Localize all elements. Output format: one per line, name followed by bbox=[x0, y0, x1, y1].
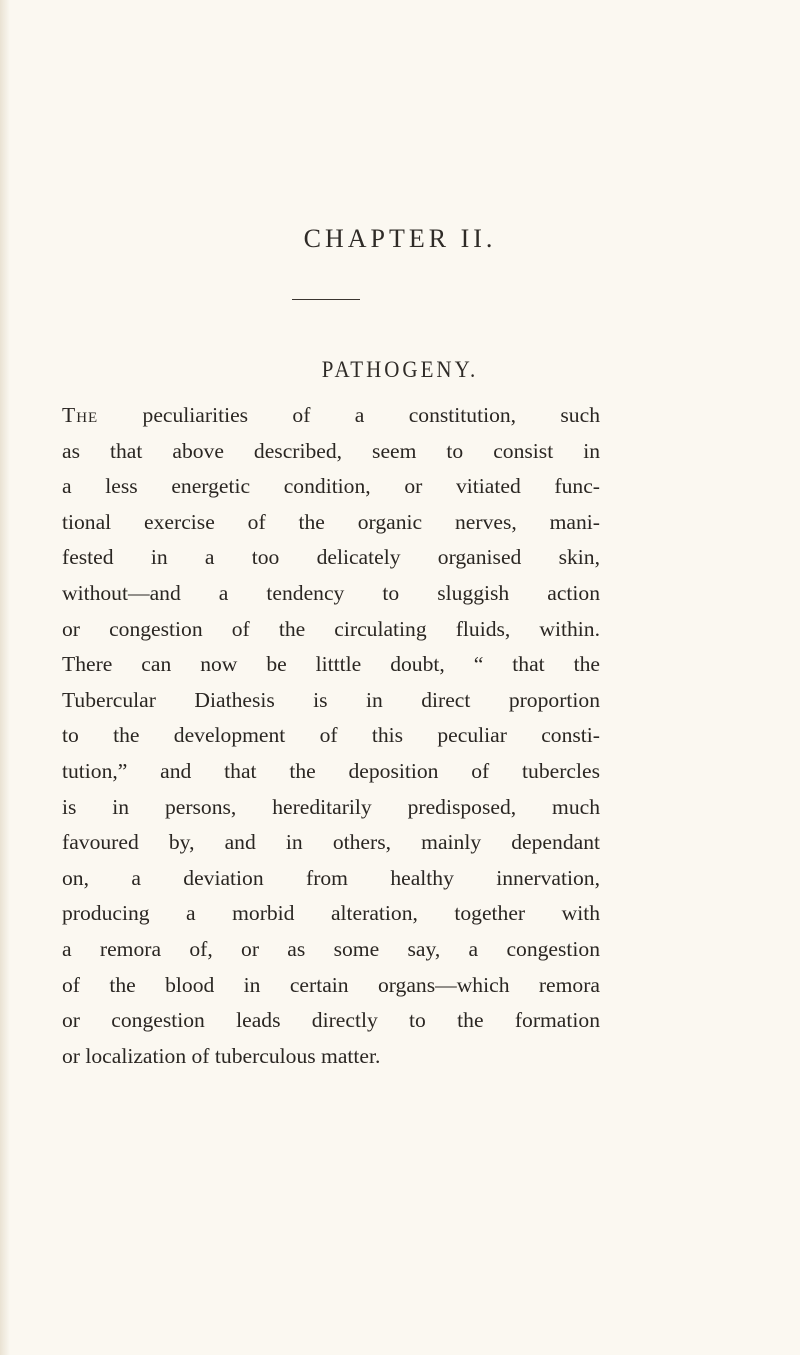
paragraph-line: of the blood in certain organs—which remora bbox=[62, 972, 600, 997]
paragraph-line: tional exercise of the organic nerves, mani- bbox=[62, 509, 600, 534]
body-paragraph bbox=[62, 398, 600, 1074]
paragraph-line: or congestion leads directly to the formation bbox=[62, 1008, 600, 1033]
section-heading: PATHOGENY. bbox=[321, 355, 479, 383]
paragraph-line: producing a morbid alteration, together with bbox=[62, 901, 600, 926]
paragraph-line: is in persons, hereditarily predisposed, much bbox=[62, 794, 600, 819]
paragraph-line: or localization of tuberculous matter. bbox=[62, 1043, 381, 1068]
paragraph-line: without—and a tendency to sluggish action bbox=[62, 580, 600, 605]
paragraph-line: to the development of this peculiar consti- bbox=[62, 723, 600, 748]
paragraph-line: a remora of, or as some say, a congestion bbox=[62, 936, 600, 961]
paragraph-line: on, a deviation from healthy innervation, bbox=[62, 865, 600, 890]
chapter-heading: CHAPTER II. bbox=[303, 224, 497, 253]
page-binding-edge bbox=[0, 0, 10, 1355]
heading-divider bbox=[292, 299, 360, 300]
paragraph-line: fested in a too delicately organised skin, bbox=[62, 545, 600, 570]
paragraph-line: tution,” and that the deposition of tubercles bbox=[62, 758, 600, 783]
paragraph-line: favoured by, and in others, mainly dependant bbox=[62, 830, 600, 855]
paragraph-line: or congestion of the circulating fluids, within. bbox=[62, 616, 600, 641]
lead-word: The bbox=[62, 403, 99, 427]
paragraph-line bbox=[62, 398, 600, 434]
paragraph-line: There can now be litttle doubt, “ that the bbox=[62, 652, 600, 677]
paragraph-line: Tubercular Diathesis is in direct proportion bbox=[62, 687, 600, 712]
paragraph-line: a less energetic condition, or vitiated func- bbox=[62, 474, 600, 499]
line-text: peculiarities of a constitution, such bbox=[98, 403, 600, 427]
paragraph-line: as that above described, seem to consist in bbox=[62, 438, 600, 463]
